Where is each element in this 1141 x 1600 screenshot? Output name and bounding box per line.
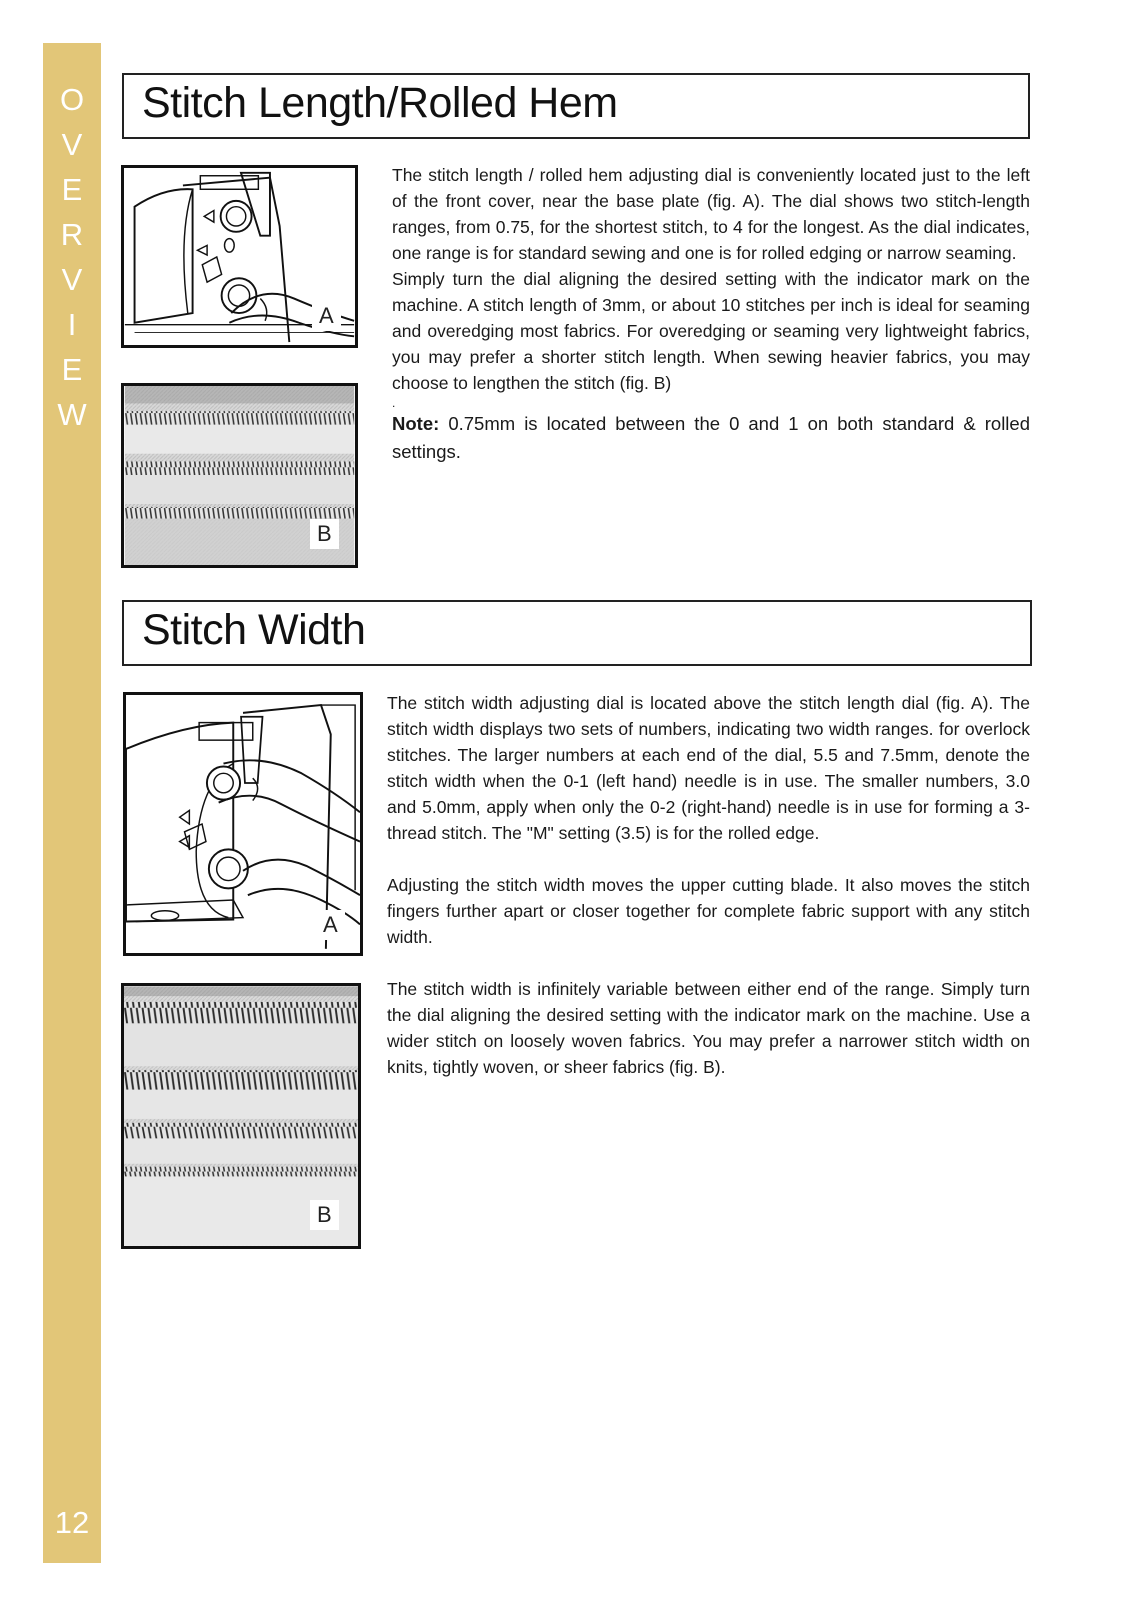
sidebar-vertical-label: [43, 77, 101, 437]
paragraph: The stitch length / rolled hem adjusting dial is conveniently located just to the left of the front cover, near the base plate (fig. A). The dial shows two stitch-length ranges, from 0.75, for the shortest stitch, to 4 for the longest. As the dial indicates, one range is for standard sewing and one is for rolled edging or narrow seaming.: [392, 165, 1030, 263]
sidebar-letter: W: [57, 397, 87, 432]
figure-stitch-samples: [121, 383, 358, 568]
section-title-box: [122, 600, 1032, 666]
sidebar-letter: R: [60, 217, 84, 252]
figure-label: A: [312, 301, 341, 331]
sidebar-letter: I: [67, 307, 77, 342]
paragraph: Adjusting the stitch width moves the upper cutting blade. It also moves the stitch fingers further apart or closer together for complete fabric support with any stitch width.: [387, 875, 1030, 947]
section-title: Stitch Width: [142, 606, 366, 654]
sidebar-letter: E: [61, 352, 83, 387]
figure-stitch-length-dial: [121, 165, 358, 348]
paragraph: The stitch width adjusting dial is located above the stitch length dial (fig. A). The stitch width displays two sets of numbers, indicating two width ranges. for overlock stitches. The larger numbers at each end of the dial, 5.5 and 7.5mm, denote the stitch width when the 0-1 (left hand) needle is in use. The smaller numbers, 3.0 and 5.0mm, apply when only the 0-2 (right-hand) needle is in use for forming a 3-thread stitch. The "M" setting (3.5) is for the rolled edge.: [387, 693, 1030, 843]
note-label: Note:: [392, 413, 440, 434]
figure-label: B: [310, 1200, 339, 1230]
section-body: [387, 690, 1030, 1080]
section-title-box: [122, 73, 1030, 139]
note-paragraph: [392, 410, 1030, 466]
sidebar-letter: V: [61, 262, 83, 297]
paragraph: The stitch width is infinitely variable between either end of the range. Simply turn the dial aligning the desired setting with the indicator mark on the machine. Use a wider stitch on loosely woven fabrics. You may prefer a narrower stitch width on knits, tightly woven, or sheer fabrics (fig. B).: [387, 979, 1030, 1077]
note-text: 0.75mm is located between the 0 and 1 on both standard & rolled settings.: [392, 413, 1030, 462]
page-number: 12: [54, 1505, 90, 1540]
figure-label: B: [310, 519, 339, 549]
sidebar-letter: O: [59, 82, 85, 117]
figure-width-samples: [121, 983, 361, 1249]
section-body: [392, 162, 1030, 466]
paragraph: Simply turn the dial aligning the desired setting with the indicator mark on the machine. A stitch length of 3mm, or about 10 stitches per inch is ideal for seaming and overedging most fabrics. For overedging or seaming very lightweight fabrics, you may prefer a shorter stitch length. When sewing heavier fabrics, you may choose to lengthen the stitch (fig. B): [392, 269, 1030, 393]
figure-stitch-width-dial: [123, 692, 363, 956]
sidebar-letter: V: [61, 127, 83, 162]
sidebar-letter: E: [61, 172, 83, 207]
stray-mark: .: [392, 396, 396, 410]
sidebar-tab: [43, 43, 101, 1563]
section-title: Stitch Length/Rolled Hem: [142, 79, 618, 127]
figure-label: A: [316, 910, 345, 940]
